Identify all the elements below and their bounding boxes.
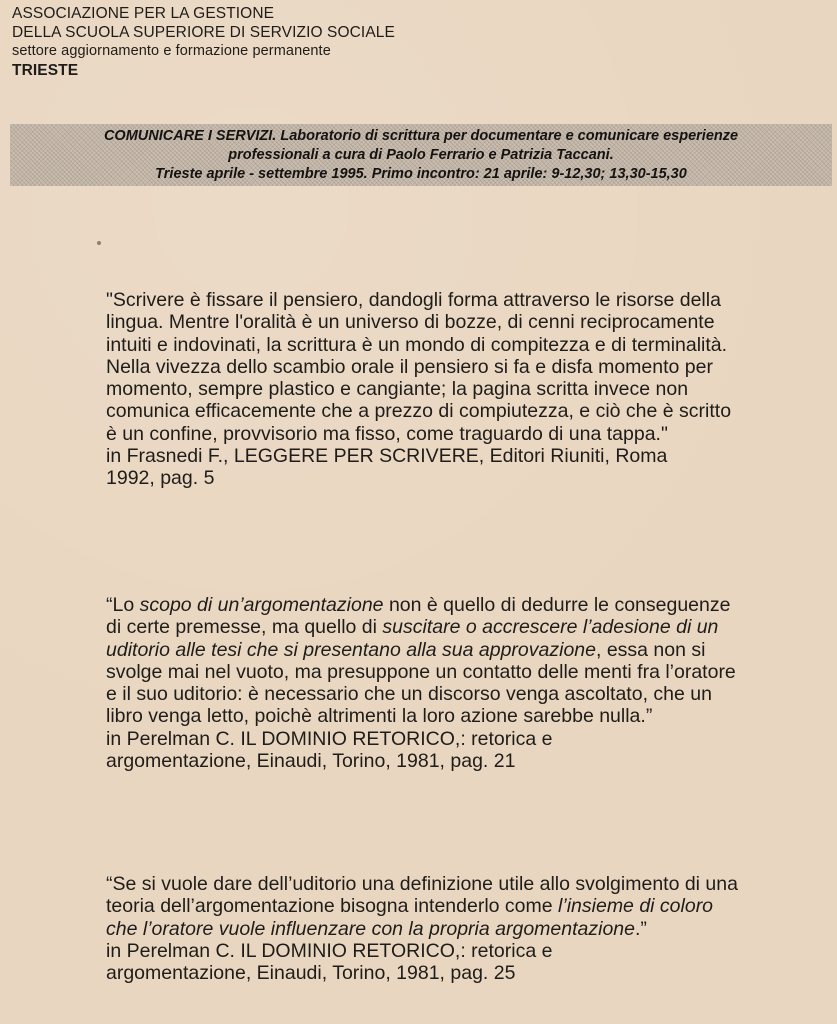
quote-text	[106, 873, 746, 940]
stray-ink-dot	[97, 241, 101, 245]
quote-text	[106, 289, 746, 445]
org-name-line-1: ASSOCIAZIONE PER LA GESTIONE	[12, 5, 275, 22]
quote-italic-segment: suscitare o accrescere l’adesione di un uditorio alle tesi che si presentano alla sua approvazione	[106, 616, 719, 661]
org-department: settore aggiornamento e formazione permanente	[12, 43, 331, 59]
banner-line-3: Trieste aprile - settembre 1995. Primo incontro: 21 aprile: 9-12,30; 13,30-15,30	[155, 166, 687, 182]
quote-block	[106, 873, 746, 984]
course-banner	[10, 124, 832, 186]
quote-block	[106, 594, 746, 772]
quote-block	[106, 289, 746, 490]
quote-segment: , essa non si svolge mai nel vuoto, ma presuppone un contatto delle menti fra l’oratore e il suo uditorio: è necessario che un discorso venga ascoltato, che un libro venga letto, poichè altrimenti la loro azione sarebbe nulla.”	[106, 638, 736, 728]
org-city: TRIESTE	[12, 62, 79, 79]
org-name-line-2: DELLA SCUOLA SUPERIORE DI SERVIZIO SOCIALE	[12, 24, 395, 41]
quote-segment: non è quello di dedurre le conseguenze di certe premesse, ma quello di	[106, 594, 731, 639]
quote-italic-segment: scopo di un’argomentazione	[139, 594, 384, 616]
banner-line-2: professionali a cura di Paolo Ferrario e Patrizia Taccani.	[228, 147, 614, 163]
quote-segment: .”	[635, 917, 647, 940]
quote-source-line-2: argomentazione, Einaudi, Torino, 1981, pag. 25	[106, 962, 516, 985]
banner-line-1: COMUNICARE I SERVIZI. Laboratorio di scrittura per documentare e comunicare esperienze	[103, 128, 739, 144]
quote-source-line-2: 1992, pag. 5	[106, 467, 215, 490]
quote-segment: “Se si vuole dare dell’uditorio una definizione utile allo svolgimento di una teoria dell’argomentazione bisogna intenderlo come	[106, 873, 738, 918]
quote-source-line-1: in Frasnedi F., LEGGERE PER SCRIVERE, Editori Riuniti, Roma	[106, 445, 668, 468]
quote-source-line-1: in Perelman C. IL DOMINIO RETORICO,: retorica e	[106, 939, 553, 962]
quote-segment: “Lo	[106, 594, 140, 616]
quote-source-line-1: in Perelman C. IL DOMINIO RETORICO,: retorica e	[106, 727, 553, 750]
quote-italic-segment: l’insieme di coloro che l’oratore vuole influenzare con la propria argomentazione	[106, 895, 714, 940]
quote-segment: "Scrivere è fissare il pensiero, dandogli forma attraverso le risorse della lingua. Mentre l'oralità è un universo di bozze, di cenni reciprocamente intuiti e indovinati, la scrittura è un mondo di compitezza e di terminalità. Nella vivezza dello scambio orale il pensiero si fa e disfa momento per momento, sempre plastico e cangiante; la pagina scritta invece non comunica efficacemente che a prezzo di compiutezza, e ciò che è scritto è un confine, provvisorio ma fisso, come traguardo di una tappa."	[106, 289, 732, 445]
quote-source-line-2: argomentazione, Einaudi, Torino, 1981, pag. 21	[106, 750, 516, 773]
quote-text	[106, 594, 746, 728]
organization-header	[12, 4, 395, 80]
